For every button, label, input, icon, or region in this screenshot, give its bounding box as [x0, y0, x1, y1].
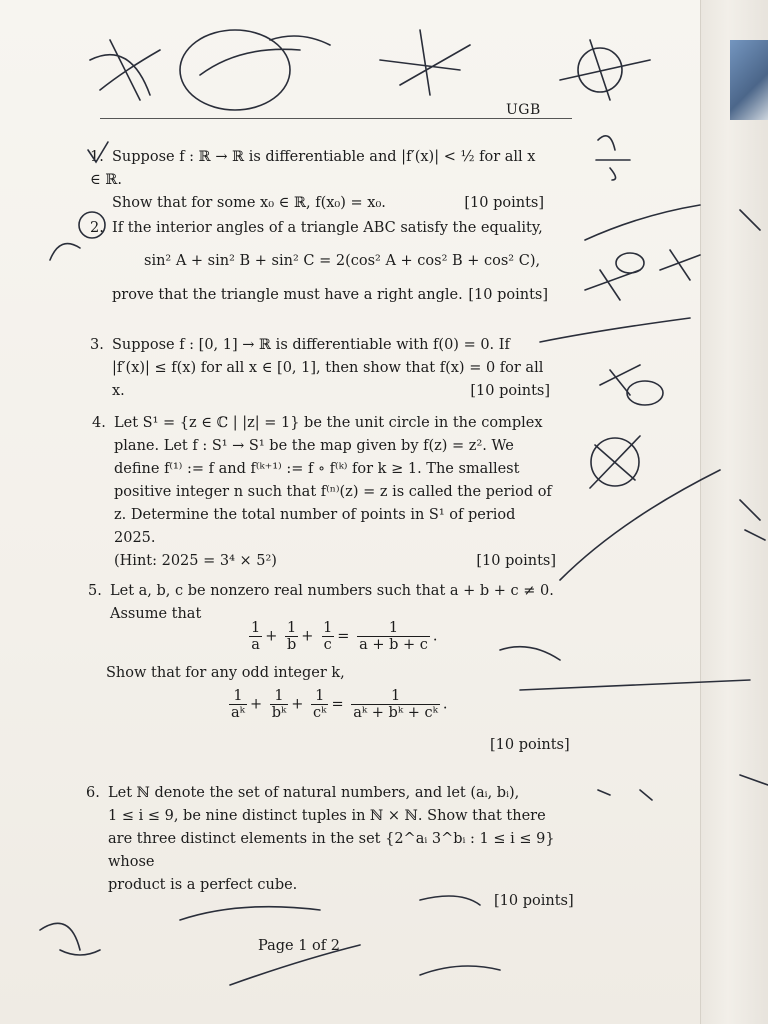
problem-5-equation-1: $\frac{1}{a}$ + $\frac{1}{b}$ + $\frac{1}{c}$ = $\frac{1}{a + b + c}$ .	[251, 620, 438, 653]
problem-line: Assume that	[110, 606, 202, 622]
problem-line: Show that for some x₀ ∈ ℝ, f(x₀) = x₀.	[112, 195, 386, 211]
problem-line: |f′(x)| ≤ f(x) for all x ∈ [0, 1], then show that f(x) = 0 for all	[112, 360, 544, 376]
points-label: [10 points]	[470, 383, 550, 399]
problem-line: z. Determine the total number of points in S¹ of period 2025.	[114, 507, 516, 546]
points-label: [10 points]	[494, 893, 574, 909]
page-footer: Page 1 of 2	[258, 938, 340, 954]
problem-number: 5.	[88, 583, 102, 599]
problem-5-middle: Show that for any odd integer k,	[106, 665, 345, 681]
problem-2-equation: sin² A + sin² B + sin² C = 2(cos² A + cos² B + cos² C),	[144, 253, 541, 269]
points-label: [10 points]	[490, 737, 570, 753]
problem-2-closing	[112, 284, 548, 307]
problem-line: x.	[112, 383, 125, 399]
problem-line: Let a, b, c be nonzero real numbers such that a + b + c ≠ 0.	[110, 583, 554, 599]
problem-line: plane. Let f : S¹ → S¹ be the map given by f(z) = z². We	[114, 438, 514, 454]
points-label: [10 points]	[468, 287, 548, 303]
problem-line: product is a perfect cube.	[108, 877, 298, 893]
problem-line: are three distinct elements in the set {2^aᵢ 3^bᵢ : 1 ≤ i ≤ 9} whose	[108, 831, 555, 870]
problem-line: If the interior angles of a triangle ABC satisfy the equality,	[112, 220, 543, 236]
problem-number: 1.	[90, 149, 104, 165]
background-object	[730, 40, 768, 120]
problem-line: Suppose f : [0, 1] → ℝ is differentiable with f(0) = 0. If	[112, 337, 510, 353]
problem-line: Suppose f : ℝ → ℝ is differentiable and |f′(x)| < ½ for all x ∈ ℝ.	[90, 149, 536, 188]
problem-number: 4.	[92, 415, 106, 431]
problem-5-equation-2: $\frac{1}{\text{aᵏ}}$ + $\frac{1}{\text{bᵏ}}$ + $\frac{1}{\text{cᵏ}}$ = $\frac{1}{\text{aᵏ + bᵏ + cᵏ}}$ .	[231, 688, 448, 721]
header-rule	[100, 118, 572, 119]
problem-6	[86, 782, 572, 897]
problem-number: 2.	[90, 220, 104, 236]
problem-line: define f⁽¹⁾ := f and f⁽ᵏ⁺¹⁾ := f ∘ f⁽ᵏ⁾ for k ≥ 1. The smallest	[114, 461, 520, 477]
problem-3	[90, 334, 550, 403]
problem-2	[90, 217, 548, 240]
exam-code: UGB	[506, 102, 541, 118]
problem-number: 6.	[86, 785, 100, 801]
problem-line: Let S¹ = {z ∈ ℂ | |z| = 1} be the unit circle in the complex	[114, 415, 543, 431]
points-label: [10 points]	[464, 195, 544, 211]
problem-line: (Hint: 2025 = 3⁴ × 5²)	[114, 553, 277, 569]
problem-4	[92, 412, 556, 573]
problem-1	[90, 146, 544, 215]
points-label: [10 points]	[476, 553, 556, 569]
underlying-sheet	[700, 0, 768, 1024]
problem-line: 1 ≤ i ≤ 9, be nine distinct tuples in ℕ × ℕ. Show that there	[108, 808, 546, 824]
problem-line: Let ℕ denote the set of natural numbers, and let (aᵢ, bᵢ),	[108, 785, 520, 801]
problem-line: prove that the triangle must have a right angle.	[112, 287, 463, 303]
problem-line: positive integer n such that f⁽ⁿ⁾(z) = z is called the period of	[114, 484, 552, 500]
problem-number: 3.	[90, 337, 104, 353]
